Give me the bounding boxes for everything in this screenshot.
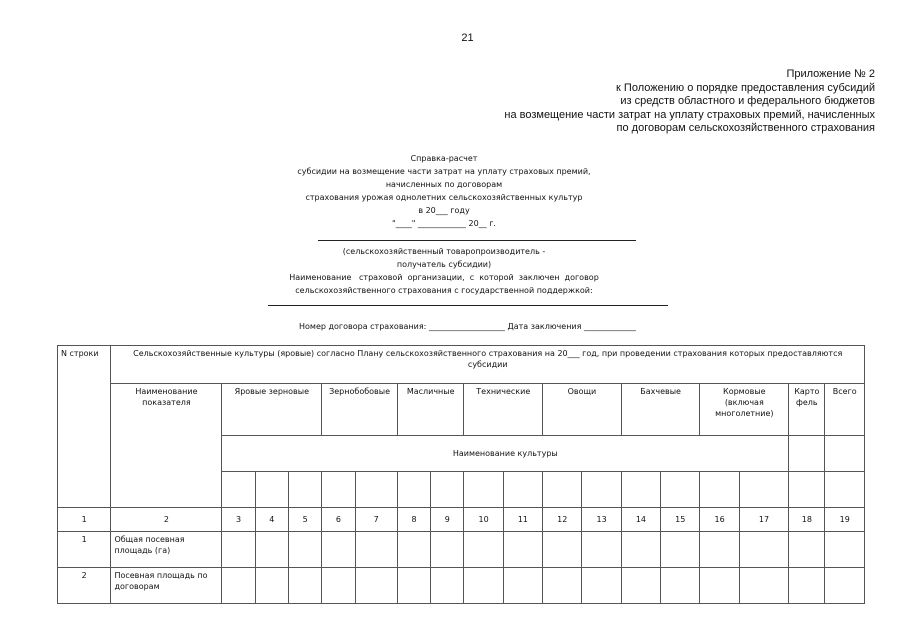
- producer-caption: (сельскохозяйственный товаропроизводитель -: [342, 247, 546, 256]
- column-number: 19: [825, 508, 865, 532]
- appendix-line: на возмещение части затрат на уплату страховых премий, начисленных: [504, 108, 875, 121]
- empty-cell: [222, 472, 255, 508]
- empty-cell: [739, 472, 788, 508]
- calculation-heading: [160, 152, 728, 297]
- group-header: Всего: [825, 384, 865, 436]
- group-header: Масличные: [397, 384, 464, 436]
- empty-cell: [825, 472, 865, 508]
- empty-cell: [789, 436, 825, 472]
- column-number: 9: [431, 508, 464, 532]
- column-number: 14: [621, 508, 660, 532]
- calc-line: страхования урожая однолетних сельскохозяйственных культур: [305, 193, 583, 202]
- appendix-line: к Положению о порядке предоставления субсидий: [616, 81, 875, 94]
- page-number: 21: [461, 32, 474, 44]
- empty-cell: [464, 472, 503, 508]
- group-header: Бахчевые: [621, 384, 700, 436]
- empty-cell: [397, 472, 430, 508]
- column-number: 7: [355, 508, 397, 532]
- empty-cell: [700, 472, 739, 508]
- calc-year-line: в 20___ году: [418, 206, 470, 215]
- row-label: Посевная площадь по договорам: [111, 568, 222, 604]
- column-number: 4: [255, 508, 288, 532]
- empty-cell: [503, 472, 542, 508]
- column-number: 11: [503, 508, 542, 532]
- appendix-line: по договорам сельскохозяйственного страхования: [616, 122, 875, 134]
- table-title-header: Сельскохозяйственные культуры (яровые) согласно Плану сельскохозяйственного страхования на 20___ год, при проведении страхования которых предоставляются субсидии: [111, 346, 865, 384]
- calc-line: субсидии на возмещение части затрат на уплату страховых премий,: [297, 167, 591, 176]
- appendix-line: из средств областного и федерального бюджетов: [620, 95, 875, 107]
- insurer-fill-line: [268, 305, 668, 306]
- group-header: Кормовые (включая многолетние): [700, 384, 789, 436]
- column-number: 13: [582, 508, 621, 532]
- calc-date-line: "____" ____________ 20__ г.: [392, 219, 496, 228]
- empty-cell: [825, 436, 865, 472]
- producer-fill-line: [318, 240, 636, 241]
- column-number: 12: [543, 508, 582, 532]
- empty-cell: [431, 472, 464, 508]
- empty-cell: [661, 472, 700, 508]
- column-number: 17: [739, 508, 788, 532]
- column-number: 5: [288, 508, 321, 532]
- group-header: Зернобобовые: [322, 384, 398, 436]
- subsidy-table: [57, 345, 865, 604]
- contract-line: Номер договора страхования: ___________________ Дата заключения _____________: [299, 322, 636, 331]
- indicator-header: Наименование показателя: [111, 384, 222, 508]
- insurer-line: сельскохозяйственного страхования с государственной поддержкой:: [295, 286, 593, 295]
- empty-cell: [582, 472, 621, 508]
- calc-title: Справка-расчет: [410, 154, 478, 163]
- column-number: 15: [661, 508, 700, 532]
- empty-cell: [789, 472, 825, 508]
- column-number: 10: [464, 508, 503, 532]
- row-number: 1: [58, 532, 111, 568]
- empty-cell: [288, 472, 321, 508]
- empty-cell: [322, 472, 355, 508]
- column-number: 16: [700, 508, 739, 532]
- row-no-header: N строки: [58, 346, 111, 508]
- culture-name-header: Наименование культуры: [222, 436, 789, 472]
- column-number: 2: [111, 508, 222, 532]
- group-header: Яровые зерновые: [222, 384, 322, 436]
- appendix-title: Приложение № 2: [786, 68, 875, 80]
- column-number: 18: [789, 508, 825, 532]
- column-number: 1: [58, 508, 111, 532]
- group-header: Карто фель: [789, 384, 825, 436]
- table-row: [58, 532, 865, 568]
- producer-caption: получатель субсидии): [396, 260, 492, 269]
- row-number: 2: [58, 568, 111, 604]
- empty-cell: [355, 472, 397, 508]
- group-header: Овощи: [543, 384, 622, 436]
- table-row: [58, 568, 865, 604]
- row-label: Общая посевная площадь (га): [111, 532, 222, 568]
- empty-cell: [255, 472, 288, 508]
- insurer-line: Наименование страховой организации, с которой заключен договор: [289, 273, 599, 282]
- column-number: 3: [222, 508, 255, 532]
- group-header: Технические: [464, 384, 543, 436]
- calc-line: начисленных по договорам: [385, 180, 503, 189]
- appendix-header: [504, 68, 875, 136]
- column-number: 6: [322, 508, 355, 532]
- column-number: 8: [397, 508, 430, 532]
- empty-cell: [543, 472, 582, 508]
- empty-cell: [621, 472, 660, 508]
